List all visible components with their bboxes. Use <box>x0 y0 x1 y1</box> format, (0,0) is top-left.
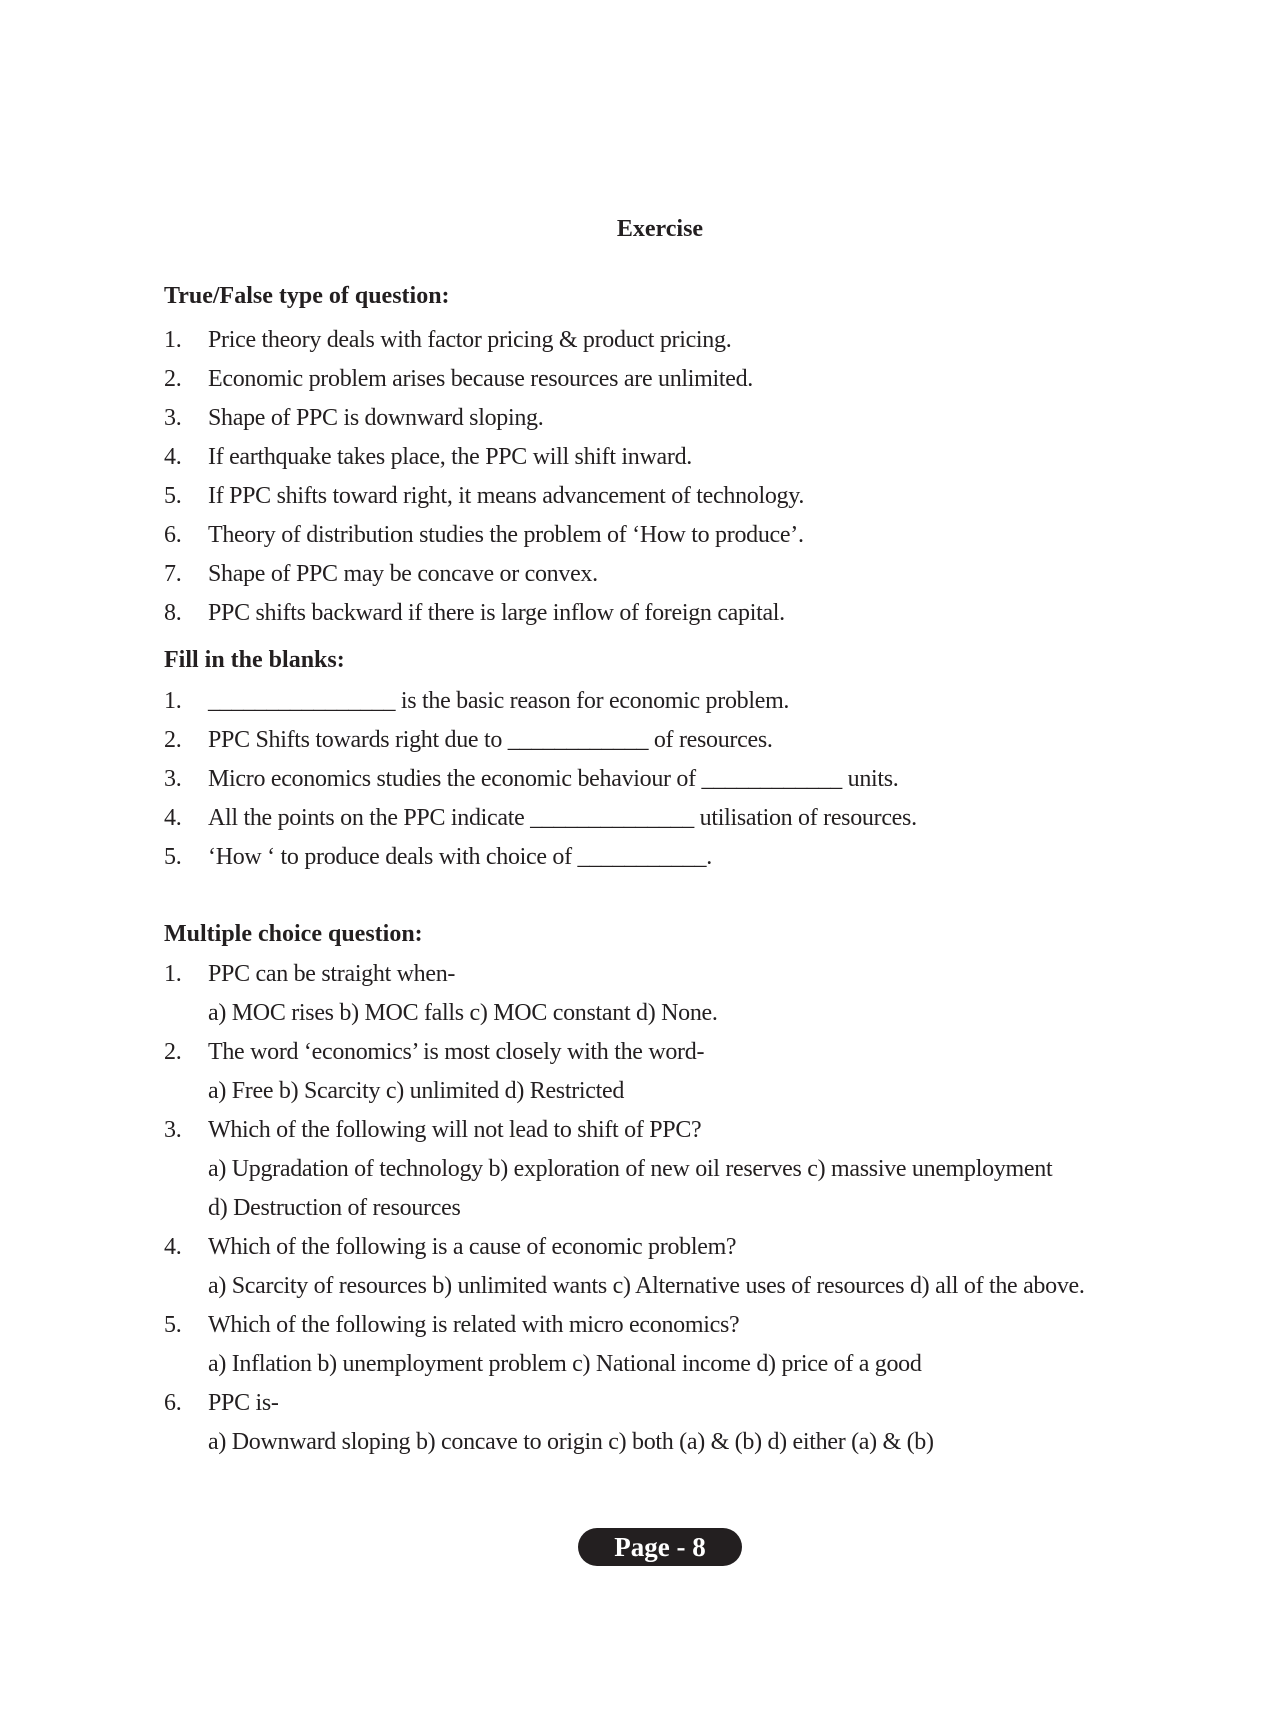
tf-number: 5. <box>164 483 182 509</box>
mcq-text: PPC can be straight when- <box>208 961 456 987</box>
mcq-text: Which of the following is a cause of economic problem? <box>208 1234 737 1260</box>
mcq-text: The word ‘economics’ is most closely with the word- <box>208 1039 705 1065</box>
true-false-heading: True/False type of question: <box>164 283 450 309</box>
tf-text: PPC shifts backward if there is large inflow of foreign capital. <box>208 600 785 626</box>
tf-number: 7. <box>164 561 182 587</box>
fib-number: 5. <box>164 844 182 870</box>
fib-number: 2. <box>164 727 182 753</box>
fib-text: Micro economics studies the economic behaviour of ____________ units. <box>208 766 899 792</box>
fib-number: 3. <box>164 766 182 792</box>
tf-number: 2. <box>164 366 182 392</box>
fib-text: PPC Shifts towards right due to ____________ of resources. <box>208 727 773 753</box>
mcq-options-text: a) Inflation b) unemployment problem c) National income d) price of a good <box>208 1351 922 1377</box>
page-number-badge: Page - 8 <box>578 1528 742 1566</box>
mcq-options-text: a) MOC rises b) MOC falls c) MOC constant d) None. <box>208 1000 718 1026</box>
tf-text: Economic problem arises because resources are unlimited. <box>208 366 753 392</box>
mcq-options-text: a) Downward sloping b) concave to origin c) both (a) & (b) d) either (a) & (b) <box>208 1429 934 1455</box>
tf-text: Shape of PPC is downward sloping. <box>208 405 544 431</box>
mcq-text: Which of the following will not lead to shift of PPC? <box>208 1117 702 1143</box>
mcq-text: Which of the following is related with micro economics? <box>208 1312 740 1338</box>
fill-blanks-heading: Fill in the blanks: <box>164 647 345 673</box>
mcq-text: PPC is- <box>208 1390 279 1416</box>
fib-text: ________________ is the basic reason for economic problem. <box>208 688 790 714</box>
mcq-options-text: a) Scarcity of resources b) unlimited wants c) Alternative uses of resources d) all of the above. <box>208 1273 1085 1299</box>
tf-text: Shape of PPC may be concave or convex. <box>208 561 598 587</box>
tf-number: 8. <box>164 600 182 626</box>
tf-number: 3. <box>164 405 182 431</box>
mcq-number: 5. <box>164 1312 182 1338</box>
tf-text: If PPC shifts toward right, it means advancement of technology. <box>208 483 805 509</box>
mcq-options-text: a) Free b) Scarcity c) unlimited d) Restricted <box>208 1078 625 1104</box>
tf-number: 6. <box>164 522 182 548</box>
mcq-number: 4. <box>164 1234 182 1260</box>
fib-text: ‘How ‘ to produce deals with choice of ___________. <box>208 844 712 870</box>
mcq-options-text: a) Upgradation of technology b) exploration of new oil reserves c) massive unemployment <box>208 1156 1053 1182</box>
tf-number: 1. <box>164 327 182 353</box>
mcq-number: 2. <box>164 1039 182 1065</box>
fib-text: All the points on the PPC indicate ______________ utilisation of resources. <box>208 805 917 831</box>
mcq-number: 1. <box>164 961 182 987</box>
tf-text: Price theory deals with factor pricing & product pricing. <box>208 327 732 353</box>
tf-text: Theory of distribution studies the problem of ‘How to produce’. <box>208 522 804 548</box>
fib-number: 4. <box>164 805 182 831</box>
mcq-options-text: d) Destruction of resources <box>208 1195 461 1221</box>
tf-number: 4. <box>164 444 182 470</box>
tf-text: If earthquake takes place, the PPC will shift inward. <box>208 444 692 470</box>
page-title: Exercise <box>616 216 704 242</box>
fib-number: 1. <box>164 688 182 714</box>
mcq-heading: Multiple choice question: <box>164 921 423 947</box>
mcq-number: 3. <box>164 1117 182 1143</box>
mcq-number: 6. <box>164 1390 182 1416</box>
